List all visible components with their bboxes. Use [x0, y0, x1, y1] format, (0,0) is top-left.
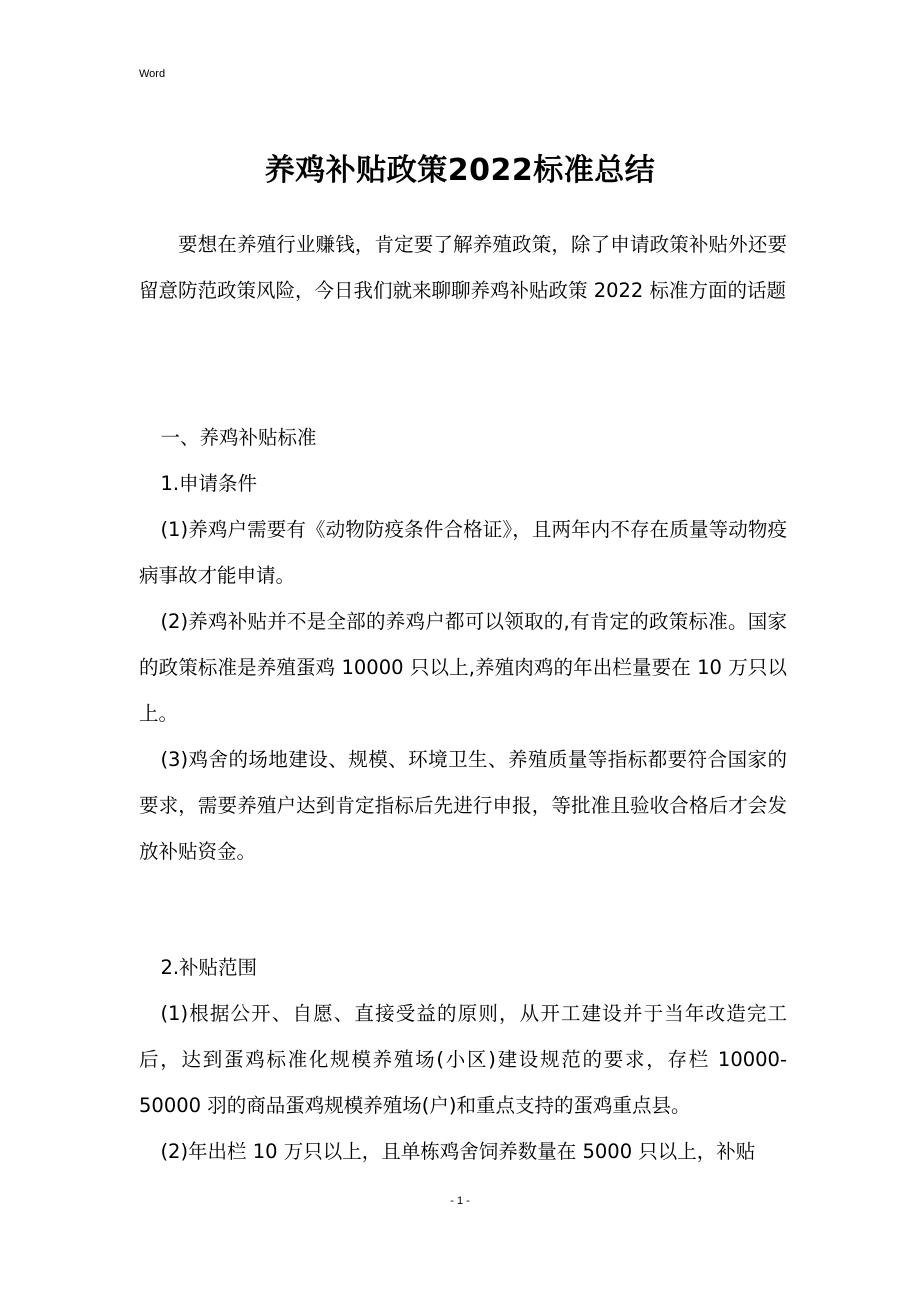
document-title: 养鸡补贴政策2022标准总结: [264, 153, 656, 188]
intro-block: [139, 222, 787, 314]
subsection-heading-apply-conditions: 1.申请条件: [160, 472, 258, 495]
intro-paragraph: 要想在养殖行业赚钱，肯定要了解养殖政策，除了申请政策补贴外还要留意防范政策风险，今日我们就来聊聊养鸡补贴政策 2022 标准方面的话题: [139, 233, 787, 302]
page-number: - 1 -: [450, 1195, 470, 1207]
section-1: [139, 415, 787, 875]
section-heading: 一、养鸡补贴标准: [160, 426, 317, 449]
list-item: (1)养鸡户需要有《动物防疫条件合格证》，且两年内不存在质量等动物疫病事故才能申请。: [139, 518, 787, 587]
list-item: (3)鸡舍的场地建设、规模、环境卫生、养殖质量等指标都要符合国家的要求，需要养殖户达到肯定指标后先进行申报，等批准且验收合格后才会发放补贴资金。: [139, 748, 787, 863]
subsection-heading-subsidy-scope: 2.补贴范围: [160, 956, 258, 979]
list-item: (2)养鸡补贴并不是全部的养鸡户都可以领取的,有肯定的政策标准。国家的政策标准是养殖蛋鸡 10000 只以上,养殖肉鸡的年出栏量要在 10 万只以上。: [139, 610, 787, 725]
list-item: (1)根据公开、自愿、直接受益的原则，从开工建设并于当年改造完工后，达到蛋鸡标准化规模养殖场(小区)建设规范的要求，存栏 10000-50000 羽的商品蛋鸡规模养殖场(户)和重点支持的蛋鸡重点县。: [139, 1002, 787, 1117]
list-item: (2)年出栏 10 万只以上，且单栋鸡舍饲养数量在 5000 只以上，补贴: [160, 1140, 756, 1163]
header-label: Word: [139, 68, 166, 80]
subsection-2: [139, 945, 787, 1175]
